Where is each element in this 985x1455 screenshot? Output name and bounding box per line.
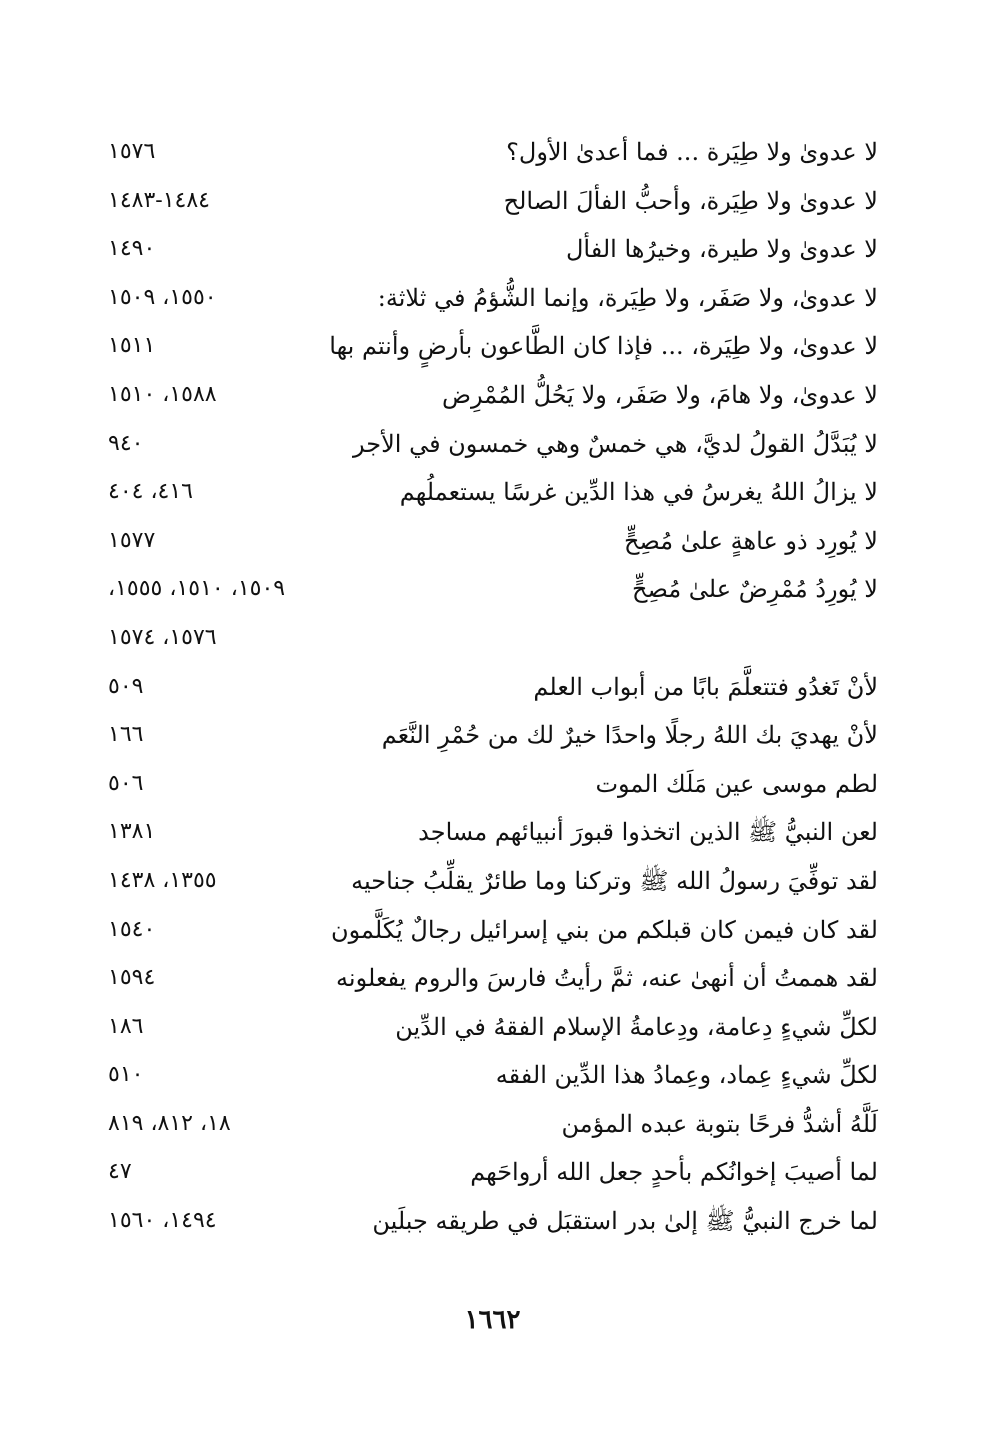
reference-numbers: ٤٧ bbox=[108, 1159, 132, 1185]
reference-numbers: ١٥١١ bbox=[108, 333, 156, 359]
hadith-text: لأنْ يهديَ بك اللهُ رجلًا واحدًا خيرٌ لك من حُمْرِ النَّعَم bbox=[381, 721, 878, 750]
hadith-text: لا يُبَدَّلُ القولُ لديَّ، هي خمسٌ وهي خمسون في الأجر bbox=[353, 429, 878, 458]
hadith-index-list bbox=[108, 128, 878, 1246]
index-entry bbox=[108, 760, 878, 809]
reference-numbers: ١٥٤٠ bbox=[108, 916, 156, 942]
index-entry bbox=[108, 177, 878, 226]
hadith-text: لا عدوىٰ ولا طيرة، وخيرُها الفأل bbox=[565, 235, 878, 264]
reference-numbers: ١٥٧٦ bbox=[108, 139, 156, 164]
reference-numbers: ١٤٨٤-١٤٨٣ bbox=[108, 187, 210, 213]
index-entry bbox=[108, 322, 878, 371]
index-entry bbox=[108, 517, 878, 566]
index-entry bbox=[108, 954, 878, 1003]
hadith-text: لكلِّ شيءٍ عِماد، وعِمادُ هذا الدِّين الفقه bbox=[495, 1061, 878, 1090]
reference-numbers: ١٤٩٤، ١٥٦٠ bbox=[108, 1208, 217, 1234]
hadith-text: لقد كان فيمن كان قبلكم من بني إسرائيل رجالٌ يُكَلَّمون bbox=[331, 915, 878, 944]
hadith-text: لكلِّ شيءٍ دِعامة، ودِعامةُ الإسلام الفقهُ في الدِّين bbox=[395, 1012, 878, 1041]
hadith-text: لَلَّهُ أشدُّ فرحًا بتوبة عبده المؤمن bbox=[561, 1109, 878, 1138]
reference-numbers: ١٥٨٨، ١٥١٠ bbox=[108, 381, 217, 407]
index-entry bbox=[108, 808, 878, 857]
hadith-text: لا عدوىٰ، ولا هامَ، ولا صَفَر، ولا يَحُلُّ المُمْرِض bbox=[441, 380, 878, 409]
index-entry bbox=[108, 711, 878, 760]
reference-numbers: ١٨، ٨١٢، ٨١٩ bbox=[108, 1110, 231, 1136]
index-entry bbox=[108, 663, 878, 712]
reference-numbers: ١٤٩٠ bbox=[108, 236, 156, 262]
hadith-text: لأنْ تَغدُو فتتعلَّمَ بابًا من أبواب العلم bbox=[533, 672, 878, 701]
hadith-text: لما أصيبَ إخوانُكم بأحدٍ جعل الله أرواحَهم bbox=[470, 1158, 878, 1187]
hadith-text: لقد هممتُ أن أنهىٰ عنه، ثمَّ رأيتُ فارسَ والروم يفعلونه bbox=[336, 964, 878, 993]
reference-numbers: ١٦٦ bbox=[108, 722, 144, 748]
reference-numbers: ٥٠٦ bbox=[108, 770, 144, 796]
index-entry bbox=[108, 468, 878, 517]
reference-numbers: ٥١٠ bbox=[108, 1062, 144, 1088]
reference-numbers: ١٥٩٤ bbox=[108, 965, 156, 991]
reference-numbers: ١٣٨١ bbox=[108, 819, 156, 845]
page-number: ١٦٦٢ bbox=[464, 1305, 521, 1335]
hadith-text: لقد توفِّيَ رسولُ الله ﷺ وتركنا وما طائرٌ يقلِّبُ جناحيه bbox=[351, 866, 878, 895]
reference-numbers: ١٥٧٦، ١٥٧٤ bbox=[108, 624, 217, 650]
index-entry bbox=[108, 906, 878, 955]
hadith-text: لا عدوىٰ، ولا صَفَر، ولا طِيَرة، وإنما الشُّؤمُ في ثلاثة: bbox=[377, 283, 878, 312]
index-entry bbox=[108, 565, 878, 614]
index-entry bbox=[108, 614, 878, 663]
index-entry bbox=[108, 1197, 878, 1246]
hadith-text: لعن النبيُّ ﷺ الذين اتخذوا قبورَ أنبيائهم مساجد bbox=[418, 818, 878, 847]
hadith-text: لطم موسى عين مَلَك الموت bbox=[595, 769, 878, 798]
reference-numbers: ١٣٥٥، ١٤٣٨ bbox=[108, 867, 217, 893]
index-entry bbox=[108, 225, 878, 274]
reference-numbers: ٤١٦، ٤٠٤ bbox=[108, 479, 193, 505]
index-entry bbox=[108, 420, 878, 469]
reference-numbers: ١٨٦ bbox=[108, 1013, 144, 1039]
index-entry bbox=[108, 274, 878, 323]
reference-numbers: ١٥٠٩، ١٥١٠، ١٥٥٥، bbox=[108, 576, 286, 602]
index-entry bbox=[108, 1003, 878, 1052]
reference-numbers: ١٥٥٠، ١٥٠٩ bbox=[108, 284, 217, 310]
index-entry bbox=[108, 857, 878, 906]
index-entry bbox=[108, 1100, 878, 1149]
reference-numbers: ٩٤٠ bbox=[108, 430, 144, 456]
hadith-text: لا يزالُ اللهُ يغرسُ في هذا الدِّين غرسًا يستعملُهم bbox=[399, 478, 878, 507]
index-entry bbox=[108, 1051, 878, 1100]
hadith-text: لا عدوىٰ ولا طِيَرة ... فما أعدىٰ الأول؟ bbox=[506, 138, 878, 166]
reference-numbers: ١٥٧٧ bbox=[108, 527, 156, 553]
hadith-text: لا يُورِدُ مُمْرِضٌ علىٰ مُصِحٍّ bbox=[632, 575, 878, 604]
index-entry bbox=[108, 1148, 878, 1197]
hadith-text: لما خرج النبيُّ ﷺ إلىٰ بدر استقبَل في طريقه جبلَين bbox=[372, 1207, 878, 1236]
index-entry bbox=[108, 128, 878, 177]
index-entry bbox=[108, 371, 878, 420]
reference-numbers: ٥٠٩ bbox=[108, 673, 144, 699]
hadith-text: لا عدوىٰ، ولا طِيَرة، ... فإذا كان الطَّاعون بأرضٍ وأنتم بها bbox=[329, 332, 878, 361]
hadith-text: لا يُورِد ذو عاهةٍ علىٰ مُصِحٍّ bbox=[623, 526, 878, 555]
hadith-text: لا عدوىٰ ولا طِيَرة، وأحبُّ الفألَ الصالح bbox=[503, 186, 878, 215]
